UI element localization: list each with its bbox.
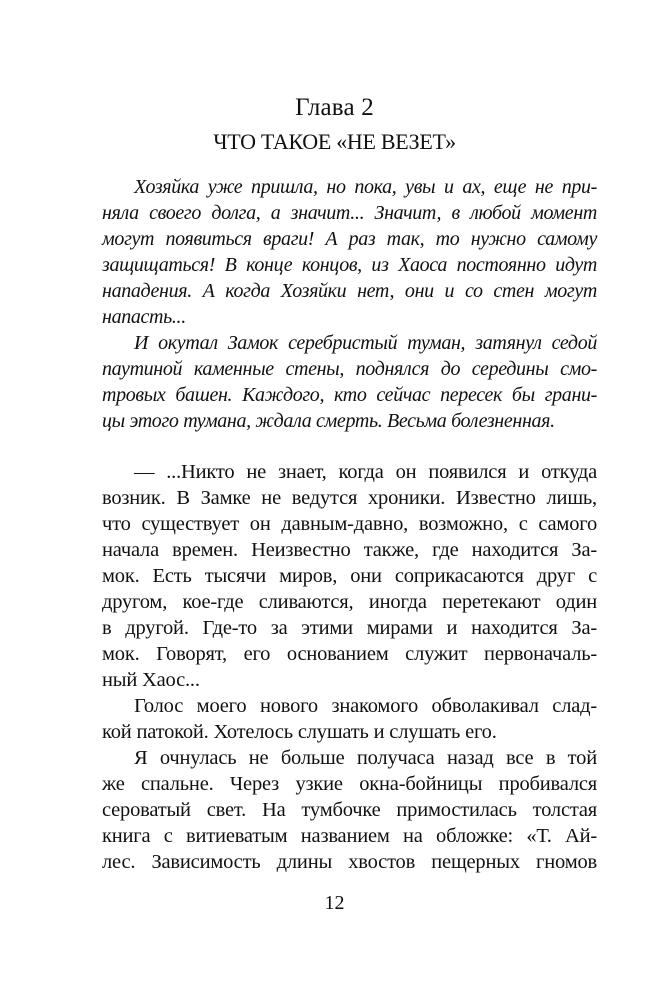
text-line: Голос моего нового знакомого обволакивал слад- bbox=[134, 695, 597, 717]
text-line: сероватый свет. На тумбочке примостилась толстая bbox=[102, 799, 597, 821]
text-line: цы этого тумана, ждала смерть. Весьма болезненная. bbox=[102, 410, 555, 432]
text-line: Хозяйка уже пришла, но пока, увы и ах, еще не при- bbox=[134, 176, 597, 198]
epigraph-paragraph bbox=[102, 174, 597, 330]
text-line: — ...Никто не знает, когда он появился и откуда bbox=[134, 461, 597, 483]
text-line: другом, кое-где сливаются, иногда перетекают один bbox=[102, 591, 597, 613]
text-line: кой патокой. Хотелось слушать и слушать его. bbox=[102, 721, 497, 743]
text-line: напасть... bbox=[102, 306, 186, 328]
text-line: же спальне. Через узкие окна-бойницы пробивался bbox=[102, 773, 597, 795]
text-line: защищаться! В конце концов, из Хаоса постоянно идут bbox=[102, 254, 597, 276]
chapter-title: Глава 2 bbox=[295, 94, 374, 121]
text-line: паутиной каменные стены, поднялся до середины смо- bbox=[102, 358, 597, 380]
text-line: нападения. А когда Хозяйки нет, они и со стен могут bbox=[102, 280, 597, 302]
text-line: возник. В Замке не ведутся хроники. Известно лишь, bbox=[102, 487, 597, 509]
epigraph-paragraph bbox=[102, 330, 597, 434]
text-line: книга с витиеватым названием на обложке: «Т. Ай- bbox=[102, 825, 597, 847]
text-line: Я очнулась не больше получаса назад все в той bbox=[134, 747, 597, 769]
text-line: что существует он давным-давно, возможно, с самого bbox=[102, 513, 597, 535]
text-line: ный Хаос... bbox=[102, 669, 200, 691]
text-line: лес. Зависимость длины хвостов пещерных гномов bbox=[102, 851, 597, 873]
body-paragraph bbox=[102, 459, 597, 693]
page-number: 12 bbox=[324, 892, 345, 914]
text-line: тровых башен. Каждого, кто сейчас пересек бы грани- bbox=[102, 384, 597, 406]
body-paragraph bbox=[102, 745, 597, 875]
text-line: в другой. Где-то за этими мирами и находится За- bbox=[102, 617, 597, 639]
epigraph bbox=[102, 174, 597, 434]
text-line: няла своего долга, а значит... Значит, в любой момент bbox=[102, 202, 597, 224]
chapter-subtitle: ЧТО ТАКОЕ «НЕ ВЕЗЕТ» bbox=[213, 129, 456, 154]
text-line: начала времен. Неизвестно также, где находится За- bbox=[102, 539, 597, 561]
body-paragraph bbox=[102, 693, 597, 745]
text-line: И окутал Замок серебристый туман, затянул седой bbox=[134, 332, 597, 354]
body-text bbox=[102, 459, 597, 875]
text-line: мок. Есть тысячи миров, они соприкасаются друг с bbox=[102, 565, 597, 587]
text-line: могут появиться враги! А раз так, то нужно самому bbox=[102, 228, 597, 250]
text-line: мок. Говорят, его основанием служит первоначаль- bbox=[102, 643, 597, 665]
